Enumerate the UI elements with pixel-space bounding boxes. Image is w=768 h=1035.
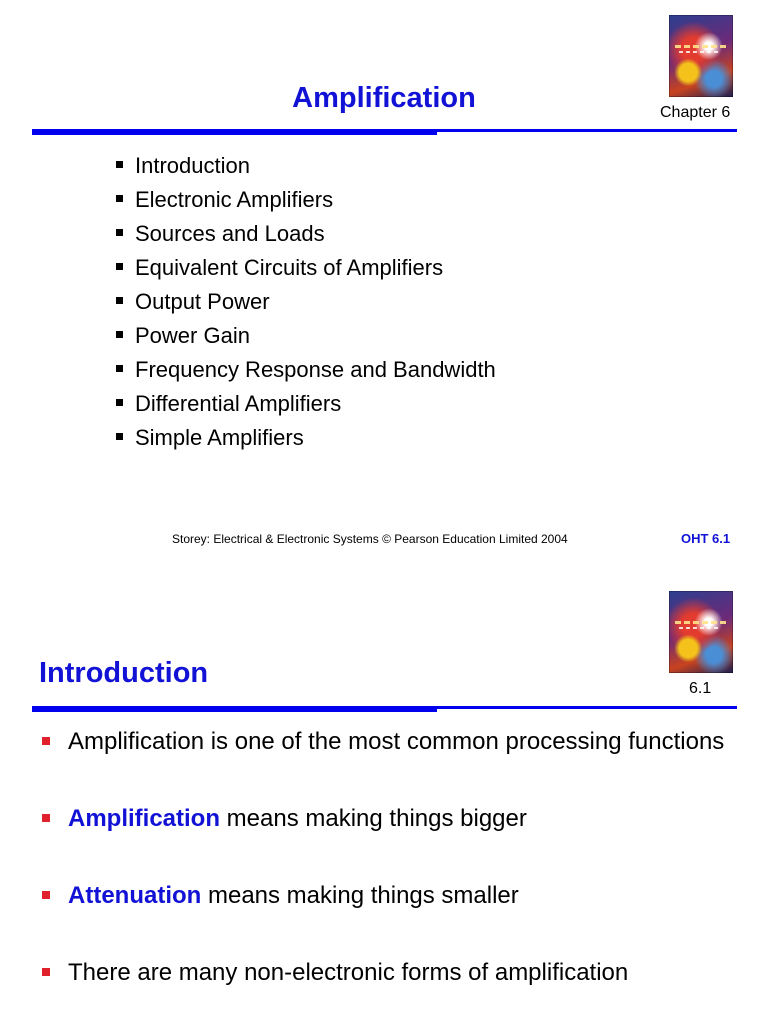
square-bullet-icon: [116, 331, 123, 338]
list-item: [116, 423, 496, 457]
oht-number: OHT 6.1: [681, 531, 731, 546]
list-item: [42, 727, 742, 756]
chapter-label: Chapter 6: [660, 104, 731, 121]
list-item: [116, 219, 496, 253]
slide-title: Amplification: [292, 82, 476, 114]
copyright-footer: Storey: Electrical & Electronic Systems © Pearson Education Limited 2004: [172, 532, 568, 546]
red-square-bullet-icon: [42, 891, 50, 899]
book-cover-title-strip: [675, 621, 727, 624]
list-item: [116, 151, 496, 185]
red-square-bullet-icon: [42, 814, 50, 822]
book-cover-thumbnail: [669, 591, 733, 673]
slide-title: Introduction: [39, 657, 209, 689]
square-bullet-icon: [116, 195, 123, 202]
book-cover-subtitle-strip: [679, 51, 719, 53]
keyword-attenuation: Attenuation: [68, 882, 202, 909]
list-item-label: Differential Amplifiers: [135, 391, 342, 416]
list-item: [116, 355, 496, 389]
list-item-label: Introduction: [135, 153, 250, 178]
introduction-bullets: [42, 727, 742, 1035]
list-item-label: Simple Amplifiers: [135, 425, 304, 450]
list-item: [116, 253, 496, 287]
square-bullet-icon: [116, 399, 123, 406]
square-bullet-icon: [116, 161, 123, 168]
red-square-bullet-icon: [42, 737, 50, 745]
title-underline-thin: [437, 129, 737, 132]
bullet-text: Amplification is one of the most common processing functions: [68, 728, 725, 755]
list-item-label: Power Gain: [135, 323, 250, 348]
square-bullet-icon: [116, 263, 123, 270]
square-bullet-icon: [116, 229, 123, 236]
bullet-text: There are many non-electronic forms of amplification: [68, 959, 629, 986]
bullet-text: means making things smaller: [201, 882, 519, 909]
list-item: [42, 958, 742, 987]
list-item-label: Equivalent Circuits of Amplifiers: [135, 255, 444, 280]
square-bullet-icon: [116, 297, 123, 304]
slide-introduction: [0, 575, 768, 1024]
list-item: [116, 389, 496, 423]
red-square-bullet-icon: [42, 968, 50, 976]
list-item-label: Electronic Amplifiers: [135, 187, 334, 212]
bullet-text: means making things bigger: [220, 805, 527, 832]
slide-number: 6.1: [689, 680, 712, 697]
list-item: [116, 287, 496, 321]
title-underline-thick: [32, 129, 437, 135]
list-item-label: Frequency Response and Bandwidth: [135, 357, 496, 382]
title-underline: [32, 706, 737, 712]
list-item: [116, 321, 496, 355]
book-cover-subtitle-strip: [679, 627, 719, 629]
list-item: [116, 185, 496, 219]
title-underline-thin: [437, 706, 737, 709]
list-item-label: Output Power: [135, 289, 270, 314]
title-underline: [32, 129, 737, 135]
square-bullet-icon: [116, 365, 123, 372]
book-cover-title-strip: [675, 45, 727, 48]
square-bullet-icon: [116, 433, 123, 440]
list-item-label: Sources and Loads: [135, 221, 325, 246]
contents-list: [116, 151, 496, 457]
title-underline-thick: [32, 706, 437, 712]
list-item: [42, 881, 742, 910]
list-item: [42, 804, 742, 833]
keyword-amplification: Amplification: [68, 805, 221, 832]
